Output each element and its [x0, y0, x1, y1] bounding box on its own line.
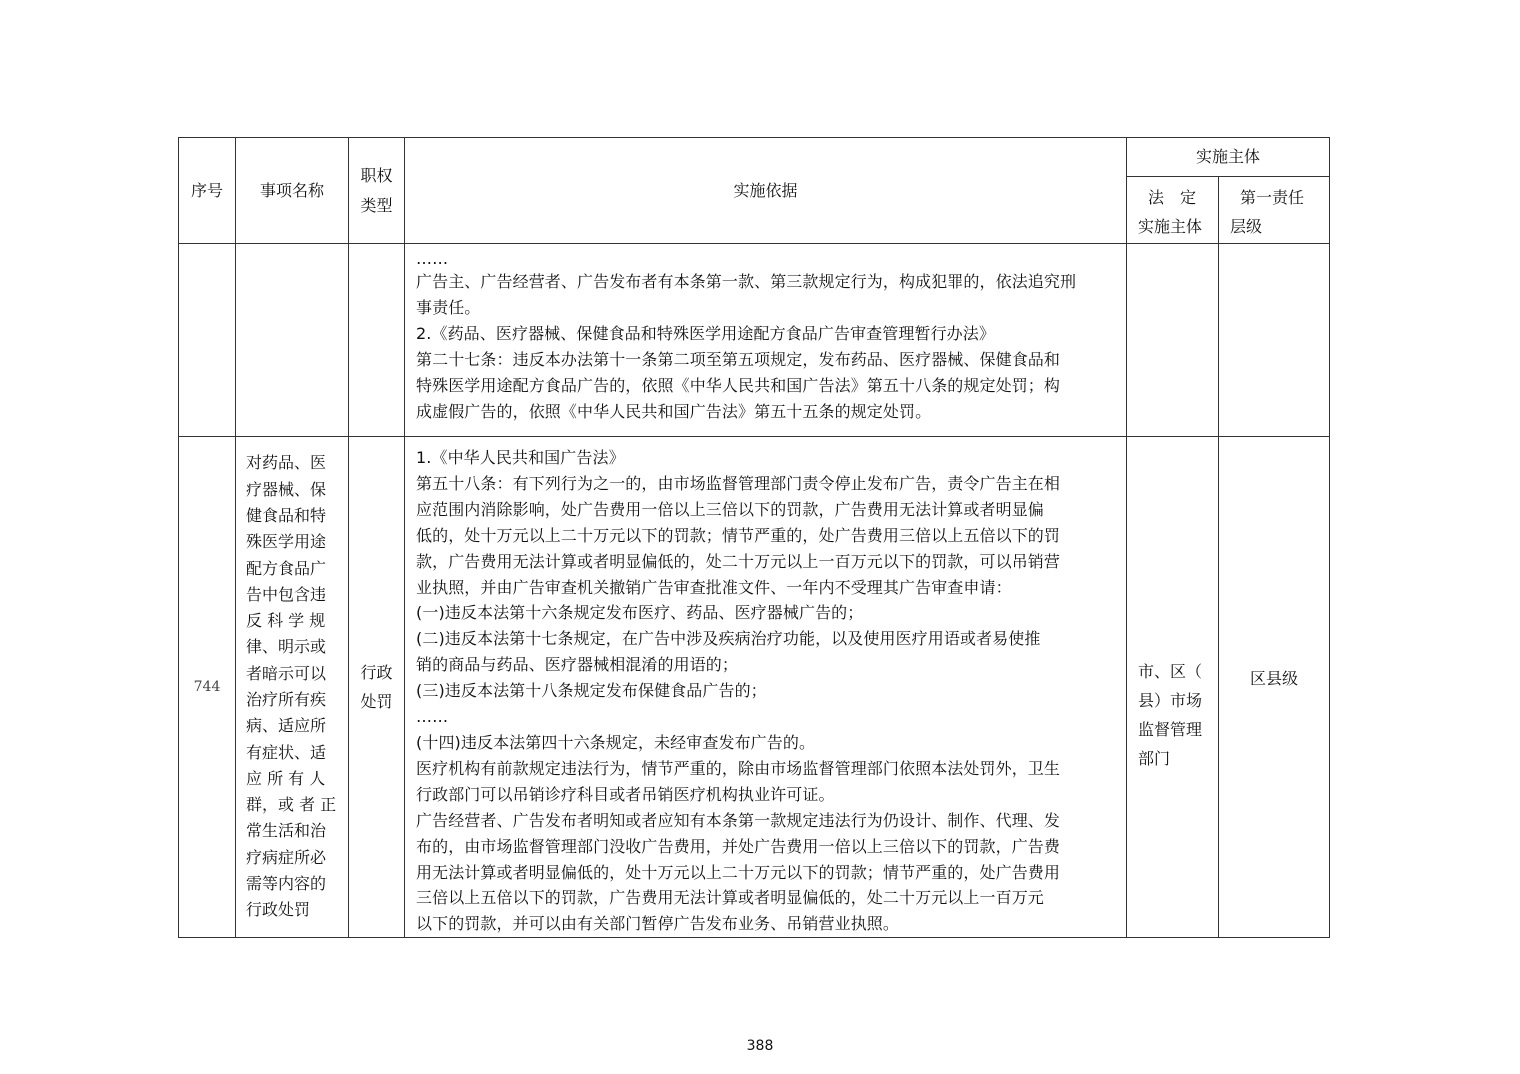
name-line: 配方食品广 [246, 558, 327, 578]
header-legal-subject [1127, 177, 1218, 243]
basis-line: 广告经营者、广告发布者明知或者应知有本条第一款规定违法行为仍设计、制作、代理、发 [416, 810, 1061, 830]
name-line: 行政处罚 [246, 900, 311, 920]
basis-line: 第五十八条：有下列行为之一的，由市场监督管理部门责令停止发布广告，责令广告主在相 [416, 473, 1061, 493]
header-first-level [1219, 177, 1329, 243]
name-line: 疗病症所必 [246, 847, 327, 867]
col-border-6 [1329, 137, 1330, 938]
basis-line: 特殊医学用途配方食品广告的，依照《中华人民共和国广告法》第五十八条的规定处罚；构 [416, 375, 1061, 395]
basis-line: 成虚假广告的，依照《中华人民共和国广告法》第五十五条的规定处罚。 [416, 401, 932, 421]
row-744-first-level [1219, 437, 1329, 937]
name-line: 殊医学用途 [246, 532, 327, 552]
basis-line: …… [416, 707, 449, 727]
basis-line: 业执照，并由广告审查机关撤销广告审查批准文件、一年内不受理其广告审查申请： [416, 577, 1012, 597]
name-line: 疗器械、保 [246, 479, 327, 499]
header-subject-group [1127, 138, 1329, 176]
basis-line: 应范围内消除影响，处广告费用一倍以上三倍以下的罚款，广告费用无法计算或者明显偏 [416, 499, 1044, 519]
name-line: 律、明示或 [246, 637, 327, 657]
header-first-level-l2: 层级 [1230, 217, 1263, 236]
name-line: 反 科 学 规 [246, 611, 326, 631]
legal-subject-line: 市、区（ [1138, 662, 1203, 681]
header-legal-subject-l1: 法 定 [1148, 188, 1197, 207]
basis-line: 布的，由市场监督管理部门没收广告费用，并处广告费用一倍以上三倍以下的罚款，广告费 [416, 836, 1061, 856]
header-seq [179, 138, 235, 243]
legal-subject-line: 县）市场 [1138, 691, 1203, 710]
basis-line: 第二十七条：违反本办法第十一条第二项至第五项规定，发布药品、医疗器械、保健食品和 [416, 349, 1061, 369]
basis-line: 用无法计算或者明显偏低的，处十万元以上二十万元以下的罚款；情节严重的，处广告费用 [416, 862, 1061, 882]
header-legal-subject-l2: 实施主体 [1138, 217, 1203, 236]
row-744-authority-type-l1: 行政 [360, 663, 393, 682]
basis-line: …… [416, 249, 449, 268]
row-744-seq [179, 437, 235, 937]
name-line: 治疗所有疾 [246, 690, 327, 709]
header-authority-type [349, 138, 404, 243]
continued-row-basis [405, 249, 1126, 436]
name-line: 有症状、适 [246, 742, 327, 762]
row-744-authority-type [349, 437, 404, 937]
header-seq-text: 序号 [190, 180, 223, 200]
header-authority-type-l1: 职权 [360, 165, 393, 185]
legal-subject-line: 监督管理 [1138, 720, 1203, 739]
basis-line: (三)违反本法第十八条规定发布保健食品广告的； [416, 681, 767, 701]
name-line: 对药品、医 [246, 453, 327, 473]
page-number: 388 [746, 1038, 774, 1054]
header-item-name [236, 138, 348, 243]
header-basis [405, 138, 1126, 243]
row-744-seq-text: 744 [193, 679, 221, 695]
name-line: 告中包含违 [246, 584, 327, 604]
basis-line: 1.《中华人民共和国广告法》 [416, 448, 625, 467]
row-744-authority-type-l2: 处罚 [360, 692, 393, 711]
row-744-basis [405, 445, 1126, 937]
basis-line: 销的商品与药品、医疗器械相混淆的用语的； [416, 655, 739, 675]
name-line: 常生活和治 [246, 821, 327, 841]
name-line: 病、适应所 [246, 716, 327, 736]
basis-line: (一)违反本法第十六条规定发布医疗、药品、医疗器械广告的； [416, 603, 864, 623]
row-744-legal-subject [1127, 437, 1218, 937]
header-bottom-border [178, 243, 1330, 244]
basis-line: (十四)违反本法第四十六条规定，未经审查发布广告的。 [416, 732, 816, 752]
basis-line: 广告主、广告经营者、广告发布者有本条第一款、第三款规定行为，构成犯罪的，依法追究刑 [416, 272, 1077, 291]
row-744-first-level-text: 区县级 [1249, 669, 1298, 688]
basis-line: 以下的罚款，并可以由有关部门暂停广告发布业务、吊销营业执照。 [416, 914, 900, 934]
header-item-name-text: 事项名称 [259, 180, 324, 200]
row-744-name [236, 437, 348, 937]
name-line: 群，或 者 正 [246, 795, 337, 815]
basis-line: (二)违反本法第十七条规定，在广告中涉及疾病治疗功能，以及使用医疗用语或者易使推 [416, 629, 1041, 649]
name-line: 应 所 有 人 [246, 768, 326, 788]
basis-line: 事责任。 [416, 297, 481, 317]
basis-line: 2.《药品、医疗器械、保健食品和特殊医学用途配方食品广告审查管理暂行办法》 [416, 323, 995, 343]
name-line: 者暗示可以 [246, 663, 327, 683]
header-subject-group-text: 实施主体 [1195, 147, 1260, 166]
basis-line: 医疗机构有前款规定违法行为，情节严重的，除由市场监督管理部门依照本法处罚外，卫生 [416, 758, 1061, 778]
basis-line: 行政部门可以吊销诊疗科目或者吊销医疗机构执业许可证。 [416, 784, 835, 804]
header-basis-text: 实施依据 [733, 180, 798, 200]
basis-line: 款，广告费用无法计算或者明显偏低的，处二十万元以上一百万元以下的罚款，可以吊销营 [416, 551, 1061, 571]
header-first-level-l1: 第一责任 [1240, 188, 1305, 207]
basis-line: 低的，处十万元以上二十万元以下的罚款；情节严重的，处广告费用三倍以上五倍以下的罚 [416, 525, 1061, 545]
name-line: 健食品和特 [246, 505, 327, 525]
name-line: 需等内容的 [246, 874, 327, 894]
row-744-legal-subject-text [1138, 657, 1202, 773]
legal-subject-line: 部门 [1138, 749, 1171, 768]
header-authority-type-l2: 类型 [360, 195, 393, 215]
row-744-name-text [236, 450, 345, 923]
basis-line: 三倍以上五倍以下的罚款，广告费用无法计算或者明显偏低的，处二十万元以上一百万元 [416, 888, 1044, 908]
